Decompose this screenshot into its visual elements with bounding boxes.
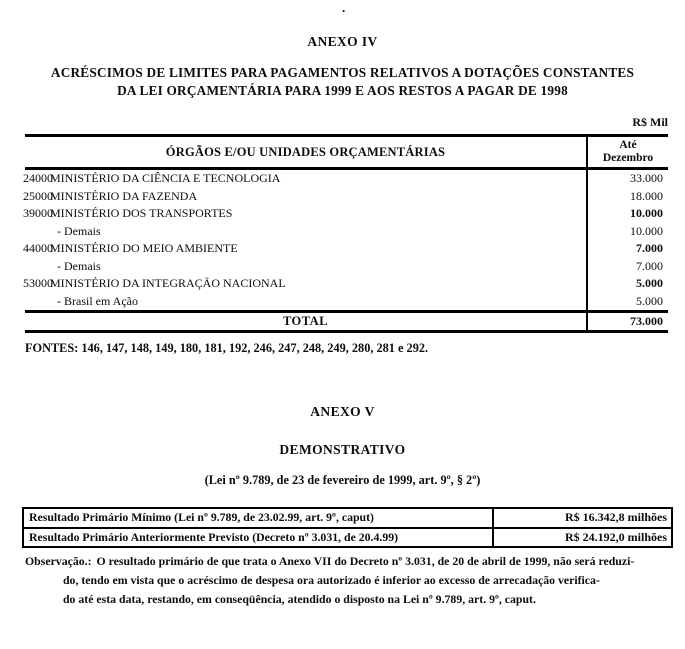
org-name: MINISTÉRIO DA CIÊNCIA E TECNOLOGIA: [50, 171, 281, 186]
row-value: 33.000: [630, 171, 663, 186]
total-label: TOTAL: [282, 314, 329, 328]
org-name: - Demais: [57, 258, 101, 273]
table-row: [25, 205, 668, 223]
observacao-label: Observação.:: [25, 554, 92, 568]
org-name: MINISTÉRIO DO MEIO AMBIENTE: [50, 241, 238, 256]
result-value: R$ 16.342,8 milhões: [492, 509, 671, 527]
observacao-note: [25, 552, 680, 609]
demonstrativo-title: DEMONSTRATIVO: [279, 442, 406, 457]
org-code: 44000: [23, 241, 53, 256]
total-row: [25, 310, 668, 333]
observacao-line3: do até esta data, restando, em conseqüência, atendido o disposto na Lei nº 9.789, art. 9º, caput.: [63, 592, 536, 606]
org-code: 24000: [23, 171, 53, 186]
result-label: Resultado Primário Mínimo (Lei nº 9.789, de 23.02.99, art. 9º, caput): [29, 510, 374, 525]
observacao-line1: O resultado primário de que trata o Anexo VII do Decreto nº 3.031, de 20 de abril de 1999, não será reduzi-: [96, 554, 635, 568]
until-december-column-header: [586, 137, 668, 167]
currency-unit-label: R$ Mil: [632, 115, 668, 129]
table-row: [25, 258, 668, 276]
org-name: MINISTÉRIO DA INTEGRAÇÃO NACIONAL: [50, 276, 286, 291]
stray-mark: .: [342, 0, 346, 15]
anexo-iv-subtitle-line2: DA LEI ORÇAMENTÁRIA PARA 1999 E AOS RESTOS A PAGAR DE 1998: [117, 83, 568, 98]
table-row: [25, 170, 668, 188]
table-row: [25, 275, 668, 293]
table-row: [25, 188, 668, 206]
org-name: - Brasil em Ação: [57, 293, 138, 308]
law-reference: (Lei nº 9.789, de 23 de fevereiro de 1999, art. 9º, § 2º): [204, 473, 481, 487]
org-name: MINISTÉRIO DA FAZENDA: [50, 188, 198, 203]
row-value: 10.000: [630, 223, 663, 238]
table-row: [25, 293, 668, 311]
row-value: 7.000: [636, 258, 663, 273]
row-value: 10.000: [630, 206, 663, 221]
row-value: 5.000: [636, 293, 663, 308]
organs-column-header: ÓRGÃOS E/OU UNIDADES ORÇAMENTÁRIAS: [165, 144, 446, 159]
row-value: 18.000: [630, 188, 663, 203]
limits-table: [25, 134, 668, 333]
result-value: R$ 24.192,0 milhões: [492, 529, 671, 547]
table-row: [25, 223, 668, 241]
observacao-line2: do, tendo em vista que o acréscimo de despesa ora autorizado é inferior ao excesso de arrecadação verifica-: [63, 573, 600, 587]
column-header-line1: Até: [619, 139, 637, 151]
anexo-iv-subtitle: [0, 64, 685, 100]
column-header-line2: Dezembro: [602, 152, 654, 164]
anexo-iv-subtitle-line1: ACRÉSCIMOS DE LIMITES PARA PAGAMENTOS RELATIVOS A DOTAÇÕES CONSTANTES: [50, 65, 635, 80]
org-name: MINISTÉRIO DOS TRANSPORTES: [50, 206, 233, 221]
org-code: 25000: [23, 188, 53, 203]
limits-table-body: [25, 170, 668, 310]
limits-table-header: [25, 134, 668, 170]
org-code: 53000: [23, 276, 53, 291]
demonstrativo-table: [22, 507, 673, 548]
org-code: 39000: [23, 206, 53, 221]
anexo-iv-title: ANEXO IV: [307, 34, 378, 49]
table-row: [24, 509, 671, 529]
table-row: [25, 240, 668, 258]
fontes-note: FONTES: 146, 147, 148, 149, 180, 181, 192, 246, 247, 248, 249, 280, 281 e 292.: [25, 341, 429, 355]
total-value: 73.000: [630, 314, 663, 328]
row-value: 5.000: [636, 276, 663, 291]
anexo-v-title: ANEXO V: [310, 404, 375, 419]
row-value: 7.000: [636, 241, 663, 256]
org-name: - Demais: [57, 223, 101, 238]
result-label: Resultado Primário Anteriormente Previsto (Decreto nº 3.031, de 20.4.99): [29, 529, 399, 544]
table-row: [24, 529, 671, 547]
